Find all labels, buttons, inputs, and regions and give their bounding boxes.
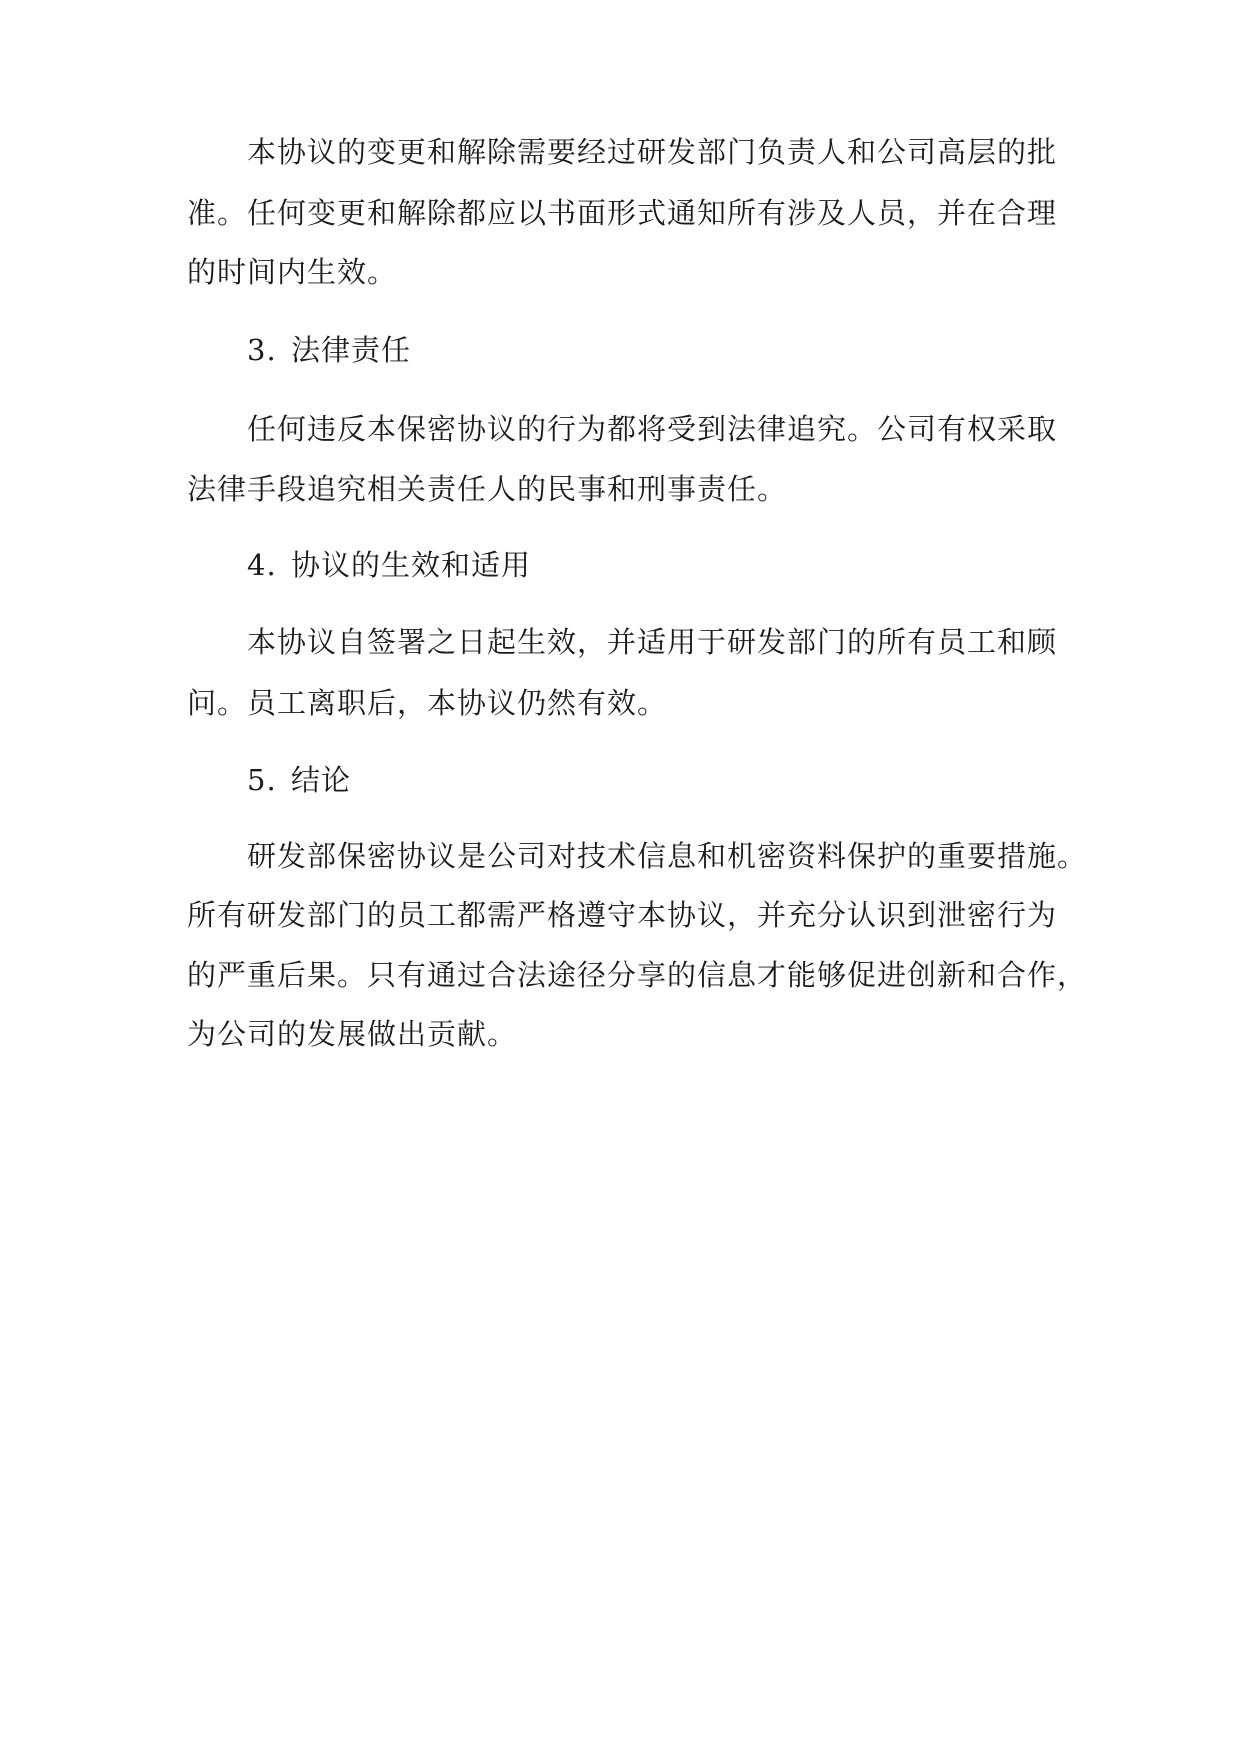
paragraph-conclusion-line-2: 所有研发部门的员工都需严格遵守本协议，并充分认识到泄密行为	[187, 898, 1058, 932]
paragraph-change-line-2: 准。任何变更和解除都应以书面形式通知所有涉及人员，并在合理	[187, 196, 1058, 230]
paragraph-legal-line-2: 法律手段追究相关责任人的民事和刑事责任。	[187, 472, 788, 506]
section-title: 协议的生效和适用	[291, 548, 532, 582]
section-title: 法律责任	[291, 333, 412, 367]
section-number: 4.	[247, 548, 277, 582]
section-number: 5.	[247, 763, 277, 797]
paragraph-effect-line-1: 本协议自签署之日起生效，并适用于研发部门的所有员工和顾	[247, 625, 1058, 659]
section-title: 结论	[291, 763, 352, 797]
section-heading-5	[247, 760, 351, 800]
paragraph-effect-line-2: 问。员工离职后，本协议仍然有效。	[187, 686, 668, 720]
section-heading-4	[247, 545, 531, 585]
paragraph-change-line-1: 本协议的变更和解除需要经过研发部门负责人和公司高层的批	[247, 135, 1058, 169]
paragraph-legal-line-1: 任何违反本保密协议的行为都将受到法律追究。公司有权采取	[247, 412, 1058, 446]
paragraph-change-line-3: 的时间内生效。	[187, 255, 398, 289]
section-heading-3	[247, 330, 411, 370]
section-number: 3.	[247, 333, 277, 367]
paragraph-conclusion-line-3: 的严重后果。只有通过合法途径分享的信息才能够促进创新和合作，	[187, 958, 1088, 992]
paragraph-conclusion-line-4: 为公司的发展做出贡献。	[187, 1017, 518, 1051]
paragraph-conclusion-line-1: 研发部保密协议是公司对技术信息和机密资料保护的重要措施。	[247, 839, 1088, 873]
